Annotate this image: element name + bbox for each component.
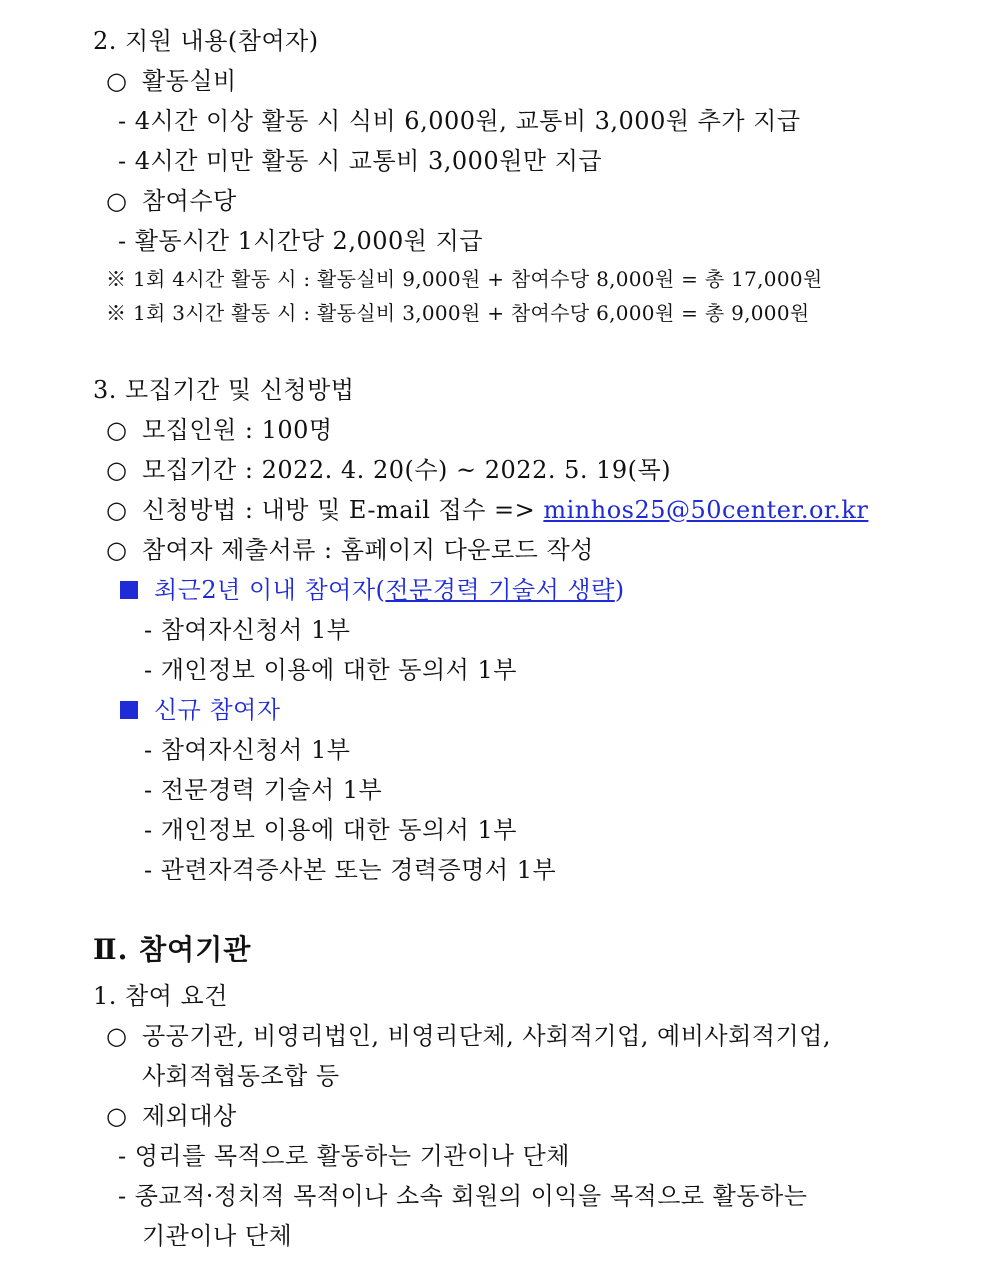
- section3-heading: 3. 모집기간 및 신청방법: [93, 376, 355, 404]
- expense-title: 활동실비: [142, 67, 237, 95]
- circle-bullet-icon: ○: [106, 416, 128, 444]
- email-link[interactable]: minhos25@50center.or.kr: [543, 496, 869, 524]
- period-line: [106, 455, 671, 485]
- part2-heading: Ⅱ. 참여기관: [93, 933, 252, 966]
- documents-text: 참여자 제출서류 : 홈페이지 다운로드 작성: [142, 536, 594, 564]
- excluded-item-2-line-1: - 종교적·정치적 목적이나 소속 회원의 이익을 목적으로 활동하는: [118, 1182, 808, 1210]
- expense-item-1: - 4시간 이상 활동 시 식비 6,000원, 교통비 3,000원 추가 지급: [118, 107, 801, 135]
- eligible-line-1: [106, 1021, 831, 1051]
- group2-title: 신규 참여자: [154, 696, 281, 724]
- method-line: [106, 495, 868, 525]
- circle-bullet-icon: ○: [106, 187, 128, 215]
- example-note-2: ※ 1회 3시간 활동 시 : 활동실비 3,000원 + 참여수당 6,000원 = 총 9,000원: [106, 301, 810, 325]
- allowance-title-line: [106, 186, 237, 216]
- part2-sub-heading: 1. 참여 요건: [93, 982, 228, 1010]
- group1-item-2: - 개인정보 이용에 대한 동의서 1부: [144, 656, 517, 684]
- excluded-item-1: - 영리를 목적으로 활동하는 기관이나 단체: [118, 1142, 570, 1170]
- expense-title-line: [106, 66, 237, 96]
- allowance-title: 참여수당: [142, 187, 237, 215]
- documents-line: [106, 535, 594, 565]
- group2-item-4: - 관련자격증사본 또는 경력증명서 1부: [144, 856, 557, 884]
- allowance-item-1: - 활동시간 1시간당 2,000원 지급: [118, 227, 483, 255]
- recruits-text: 모집인원 : 100명: [142, 416, 333, 444]
- group1-title-prefix: 최근2년 이내 참여자(: [154, 576, 386, 604]
- recruits-line: [106, 415, 333, 445]
- eligible-text-1: 공공기관, 비영리법인, 비영리단체, 사회적기업, 예비사회적기업,: [142, 1022, 831, 1050]
- circle-bullet-icon: ○: [106, 496, 128, 524]
- group1-title-line: [120, 575, 625, 605]
- period-text: 모집기간 : 2022. 4. 20(수) ~ 2022. 5. 19(목): [142, 456, 672, 484]
- circle-bullet-icon: ○: [106, 1022, 128, 1050]
- blue-square-icon: [120, 581, 138, 599]
- circle-bullet-icon: ○: [106, 536, 128, 564]
- example-note-1: ※ 1회 4시간 활동 시 : 활동실비 9,000원 + 참여수당 8,000원 = 총 17,000원: [106, 267, 823, 291]
- group1-title-suffix: ): [614, 576, 625, 604]
- circle-bullet-icon: ○: [106, 67, 128, 95]
- group2-item-3: - 개인정보 이용에 대한 동의서 1부: [144, 816, 517, 844]
- circle-bullet-icon: ○: [106, 1102, 128, 1130]
- blue-square-icon: [120, 701, 138, 719]
- group1-title-underlined: 전문경력 기술서 생략: [385, 576, 615, 604]
- group2-title-line: [120, 695, 281, 725]
- group2-item-2: - 전문경력 기술서 1부: [144, 776, 383, 804]
- expense-item-2: - 4시간 미만 활동 시 교통비 3,000원만 지급: [118, 147, 603, 175]
- eligible-line-2: 사회적협동조합 등: [142, 1062, 340, 1090]
- circle-bullet-icon: ○: [106, 456, 128, 484]
- method-text: 신청방법 : 내방 및 E-mail 접수 =>: [142, 496, 544, 524]
- excluded-title: 제외대상: [142, 1102, 237, 1130]
- group1-item-1: - 참여자신청서 1부: [144, 616, 351, 644]
- excluded-item-2-line-2: 기관이나 단체: [142, 1222, 293, 1250]
- group2-item-1: - 참여자신청서 1부: [144, 736, 351, 764]
- section2-heading: 2. 지원 내용(참여자): [93, 27, 319, 55]
- excluded-title-line: [106, 1101, 237, 1131]
